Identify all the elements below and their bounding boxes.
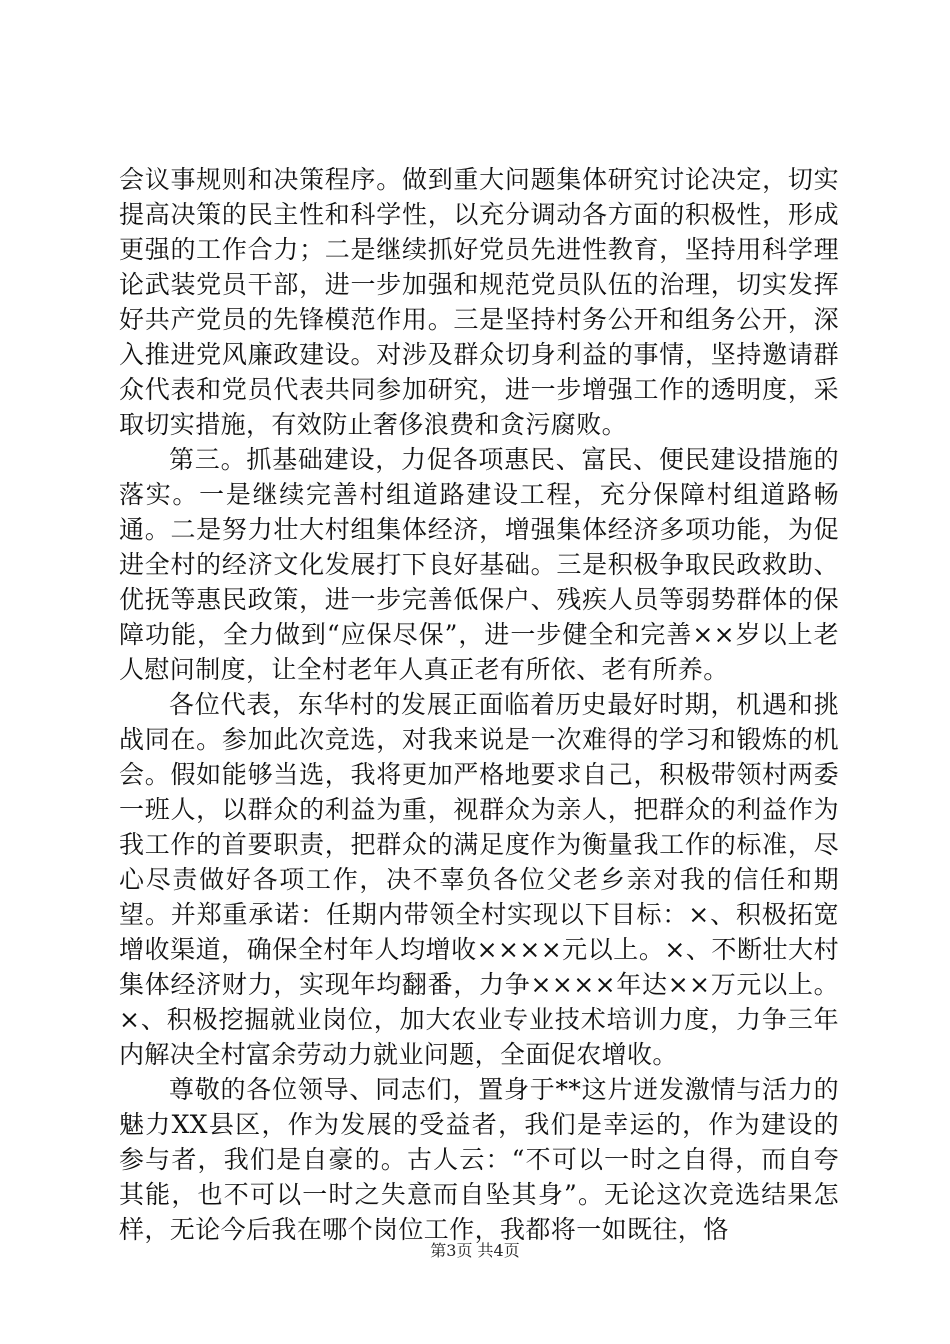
paragraph-1: 会议事规则和决策程序。做到重大问题集体研究讨论决定，切实提高决策的民主性和科学性，以充分调动各方面的积极性，形成更强的工作合力；二是继续抓好党员先进性教育，坚持用科学理论武装党员干部，进一步加强和规范党员队伍的治理，切实发挥好共产党员的先锋模范作用。三是坚持村务公开和组务公开，深入推进党风廉政建设。对涉及群众切身利益的事情，坚持邀请群众代表和党员代表共同参加研究，进一步增强工作的透明度，采取切实措施，有效防止奢侈浪费和贪污腐败。: [119, 165, 839, 439]
paragraph-4: 尊敬的各位领导、同志们，置身于**这片迸发激情与活力的魅力XX县区，作为发展的受益者，我们是幸运的，作为建设的参与者，我们是自豪的。古人云：“不可以一时之自得，而自夸其能，也不可以一时之失意而自坠其身”。无论这次竞选结果怎样，无论今后我在哪个岗位工作，我都将一如既往，恪: [119, 1075, 839, 1244]
paragraph-3: 各位代表，东华村的发展正面临着历史最好时期，机遇和挑战同在。参加此次竞选，对我来说是一次难得的学习和锻炼的机会。假如能够当选，我将更加严格地要求自己，积极带领村两委一班人，以群众的利益为重，视群众为亲人，把群众的利益作为我工作的首要职责，把群众的满足度作为衡量我工作的标准，尽心尽责做好各项工作，决不辜负各位父老乡亲对我的信任和期望。并郑重承诺：任期内带领全村实现以下目标：×、积极拓宽增收渠道，确保全村年人均增收××××元以上。×、不断壮大村集体经济财力，实现年均翻番，力争××××年达××万元以上。×、积极挖掘就业岗位，加大农业专业技术培训力度，力争三年内解决全村富余劳动力就业问题，全面促农增收。: [119, 690, 839, 1069]
page-number-footer: 第3页 共4页: [430, 1241, 520, 1260]
document-body: [119, 162, 839, 1247]
paragraph-2: 第三。抓基础建设，力促各项惠民、富民、便民建设措施的落实。一是继续完善村组道路建设工程，充分保障村组道路畅通。二是努力壮大村组集体经济，增强集体经济多项功能，为促进全村的经济文化发展打下良好基础。三是积极争取民政救助、优抚等惠民政策，进一步完善低保户、残疾人员等弱势群体的保障功能，全力做到“应保尽保”，进一步健全和完善××岁以上老人慰问制度，让全村老年人真正老有所依、老有所养。: [119, 445, 839, 684]
